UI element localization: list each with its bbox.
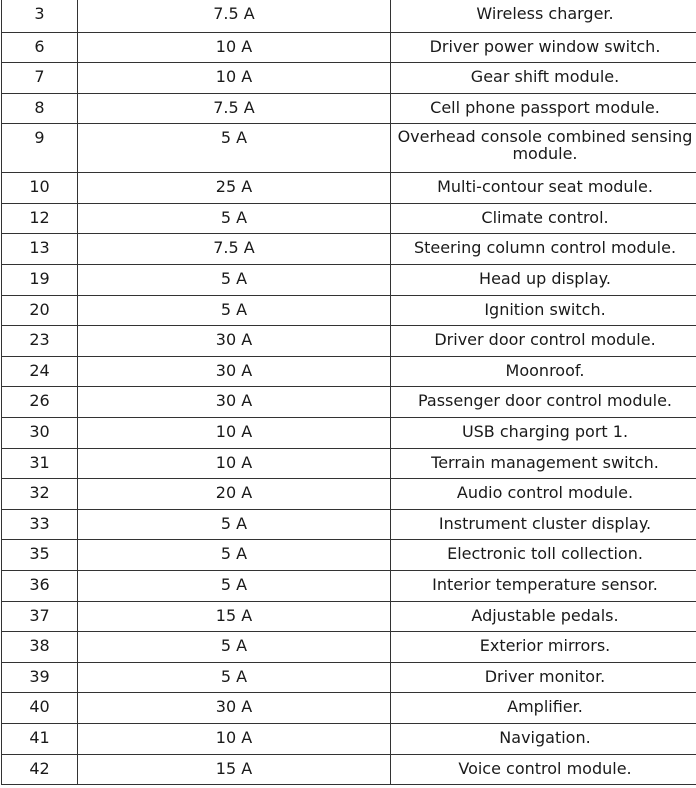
fuse-rating-cell: 5 A [78, 265, 391, 296]
fuse-rating-cell: 5 A [78, 540, 391, 571]
protected-component-cell: Terrain management switch. [391, 448, 696, 479]
fuse-number-cell: 3 [2, 0, 78, 32]
protected-component-cell: Exterior mirrors. [391, 632, 696, 663]
fuse-number-cell: 9 [2, 124, 78, 173]
fuse-number-cell: 12 [2, 203, 78, 234]
fuse-number-cell: 6 [2, 32, 78, 63]
protected-component-cell: Adjustable pedals. [391, 601, 696, 632]
protected-component-cell: Instrument cluster display. [391, 509, 696, 540]
protected-component-cell: Ignition switch. [391, 295, 696, 326]
fuse-rating-cell: 7.5 A [78, 0, 391, 32]
table-row [2, 124, 696, 173]
table-row [2, 418, 696, 449]
protected-component-cell: Voice control module. [391, 754, 696, 785]
fuse-number-cell: 37 [2, 601, 78, 632]
fuse-number-cell: 19 [2, 265, 78, 296]
fuse-number-cell: 7 [2, 63, 78, 94]
fuse-rating-cell: 7.5 A [78, 234, 391, 265]
fuse-number-cell: 26 [2, 387, 78, 418]
table-row [2, 571, 696, 602]
fuse-number-cell: 36 [2, 571, 78, 602]
fuse-rating-cell: 30 A [78, 326, 391, 357]
table-row [2, 173, 696, 204]
fuse-number-cell: 33 [2, 509, 78, 540]
fuse-rating-cell: 10 A [78, 418, 391, 449]
fuse-rating-cell: 5 A [78, 124, 391, 173]
fuse-rating-cell: 10 A [78, 32, 391, 63]
fuse-number-cell: 24 [2, 356, 78, 387]
table-row [2, 387, 696, 418]
fuse-number-cell: 30 [2, 418, 78, 449]
protected-component-cell: Driver monitor. [391, 662, 696, 693]
fuse-number-cell: 10 [2, 173, 78, 204]
table-row [2, 0, 696, 32]
fuse-number-cell: 35 [2, 540, 78, 571]
table-row [2, 448, 696, 479]
fuse-rating-cell: 25 A [78, 173, 391, 204]
fuse-number-cell: 42 [2, 754, 78, 785]
table-row [2, 509, 696, 540]
table-row [2, 32, 696, 63]
table-row [2, 693, 696, 724]
fuse-rating-cell: 5 A [78, 203, 391, 234]
protected-component-cell: Multi-contour seat module. [391, 173, 696, 204]
fuse-rating-cell: 7.5 A [78, 93, 391, 124]
fuse-number-cell: 38 [2, 632, 78, 663]
protected-component-cell: Moonroof. [391, 356, 696, 387]
table-row [2, 295, 696, 326]
protected-component-cell: Steering column control module. [391, 234, 696, 265]
fuse-rating-cell: 10 A [78, 723, 391, 754]
protected-component-cell: Interior temperature sensor. [391, 571, 696, 602]
fuse-rating-cell: 15 A [78, 754, 391, 785]
fuse-rating-cell: 30 A [78, 356, 391, 387]
protected-component-cell: Electronic toll collection. [391, 540, 696, 571]
fuse-number-cell: 23 [2, 326, 78, 357]
table-row [2, 540, 696, 571]
fuse-rating-cell: 5 A [78, 632, 391, 663]
fuse-rating-cell: 20 A [78, 479, 391, 510]
fuse-rating-cell: 5 A [78, 295, 391, 326]
table-row [2, 63, 696, 94]
protected-component-cell: USB charging port 1. [391, 418, 696, 449]
protected-component-cell: Cell phone passport module. [391, 93, 696, 124]
fuse-number-cell: 40 [2, 693, 78, 724]
table-row [2, 93, 696, 124]
table-row [2, 203, 696, 234]
fuse-rating-cell: 5 A [78, 509, 391, 540]
fuse-number-cell: 39 [2, 662, 78, 693]
fuse-rating-cell: 5 A [78, 662, 391, 693]
fuse-rating-cell: 30 A [78, 693, 391, 724]
fuse-rating-cell: 5 A [78, 571, 391, 602]
fuse-number-cell: 13 [2, 234, 78, 265]
protected-component-cell: Gear shift module. [391, 63, 696, 94]
protected-component-cell: Climate control. [391, 203, 696, 234]
protected-component-cell: Head up display. [391, 265, 696, 296]
protected-component-cell: Navigation. [391, 723, 696, 754]
fuse-table-body [2, 0, 696, 785]
protected-component-cell: Driver door control module. [391, 326, 696, 357]
table-row [2, 326, 696, 357]
table-row [2, 234, 696, 265]
table-row [2, 662, 696, 693]
table-row [2, 754, 696, 785]
fuse-number-cell: 20 [2, 295, 78, 326]
protected-component-cell: Passenger door control module. [391, 387, 696, 418]
table-row [2, 265, 696, 296]
fuse-rating-cell: 30 A [78, 387, 391, 418]
fuse-rating-cell: 10 A [78, 63, 391, 94]
fuse-number-cell: 31 [2, 448, 78, 479]
table-row [2, 632, 696, 663]
table-row [2, 356, 696, 387]
fuse-rating-cell: 15 A [78, 601, 391, 632]
fuse-number-cell: 41 [2, 723, 78, 754]
table-row [2, 723, 696, 754]
protected-component-cell: Wireless charger. [391, 0, 696, 32]
fuse-rating-cell: 10 A [78, 448, 391, 479]
protected-component-cell: Amplifier. [391, 693, 696, 724]
protected-component-cell: Driver power window switch. [391, 32, 696, 63]
table-row [2, 479, 696, 510]
fuse-table [1, 0, 696, 785]
fuse-number-cell: 8 [2, 93, 78, 124]
table-row [2, 601, 696, 632]
protected-component-cell: Overhead console combined sensing module. [391, 124, 696, 173]
fuse-number-cell: 32 [2, 479, 78, 510]
protected-component-cell: Audio control module. [391, 479, 696, 510]
